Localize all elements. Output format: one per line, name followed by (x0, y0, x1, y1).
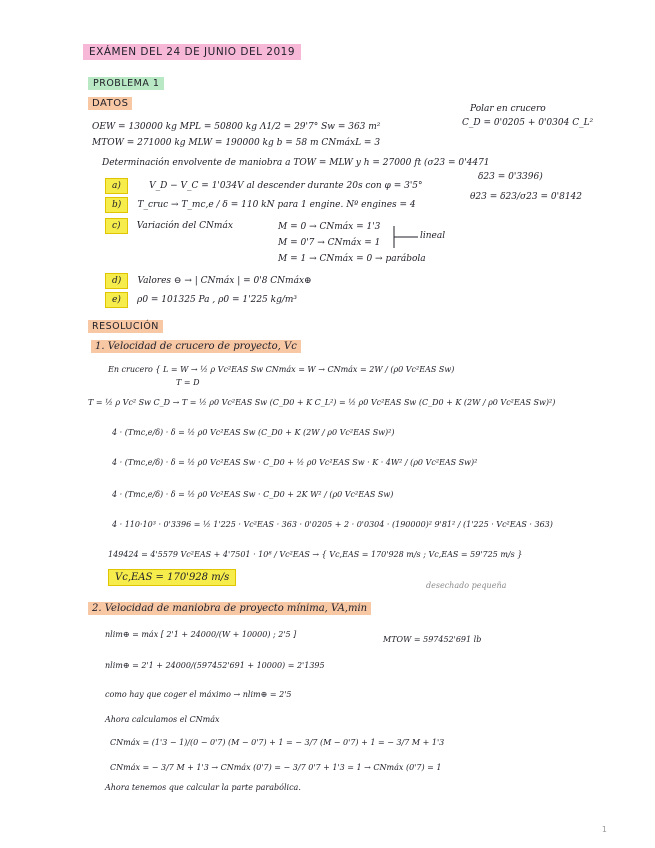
result-1 (108, 572, 236, 583)
eq1-crucero: En crucero { L = W → ½ ρ Vc²EAS Sw CNmáx = W → CNmáx = 2W / (ρ0 Vc²EAS Sw) (108, 365, 455, 374)
result-1-box: Vc,EAS = 170'928 m/s (108, 569, 236, 586)
eq1-step3: 4 · (Tmc,e/δ) · δ = ½ ρ0 Vc²EAS Sw · C_D0 + 2K W² / (ρ0 Vc²EAS Sw) (112, 490, 394, 499)
eq2-parabolic-intro: Ahora tenemos que calcular la parte parabólica. (105, 783, 301, 792)
eq2-nlim-def: nlim⊕ = máx [ 2'1 + 24000/(W + 10000) ; 2'5 ] (105, 630, 297, 639)
page-number: 1 (601, 825, 607, 834)
polar-equation: C_D = 0'0205 + 0'0304 C_L² (462, 118, 594, 128)
eq1-thrust: T = ½ ρ Vc² Sw C_D → T = ½ ρ0 Vc²EAS Sw (C_D0 + K C_L²) = ½ ρ0 Vc²EAS Sw (C_D0 + K (2W / ρ0 Vc²EAS Sw)²) (88, 398, 556, 407)
item-e-text: ρ0 = 101325 Pa , ρ0 = 1'225 kg/m³ (137, 295, 298, 305)
item-e (105, 294, 297, 305)
section-2-heading (88, 603, 371, 614)
item-a-text: V_D − V_C = 1'034V al descender durante 20s con φ = 3'5° (149, 181, 423, 191)
lineal-label: lineal (420, 231, 446, 241)
eq2-nlim-calc: nlim⊕ = 2'1 + 24000/(597452'691 + 10000) = 2'1395 (105, 661, 325, 670)
eq2-mtow: MTOW = 597452'691 lb (383, 635, 482, 644)
problem-heading: PROBLEMA 1 (88, 77, 164, 90)
cnmax-rule-3: M = 1 → CNmáx = 0 → parábola (278, 254, 426, 264)
eq2-max: como hay que coger el máximo → nlim⊕ = 2'5 (105, 690, 292, 699)
eq1-numeric: 4 · 110·10³ · 0'3396 = ½ 1'225 · Vc²EAS · 363 · 0'0205 + 2 · 0'0304 · (190000)² 9'81² / (1'225 · Vc²EAS · 363) (112, 520, 553, 529)
delta-value: δ23 = 0'3396) (478, 172, 543, 182)
item-a (105, 180, 423, 191)
cnmax-rule-1: M = 0 → CNmáx = 1'3 (278, 222, 381, 232)
eq1-solution: 149424 = 4'5579 Vc²EAS + 4'7501 · 10⁸ / Vc²EAS → { Vc,EAS = 170'928 m/s ; Vc,EAS = 59'725 m/s } (108, 550, 523, 559)
item-c-text: Variación del CNmáx (136, 221, 233, 231)
eq2-cnmax-07: CNmáx = − 3/7 M + 1'3 → CNmáx (0'7) = − 3/7 0'7 + 1'3 = 1 → CNmáx (0'7) = 1 (110, 763, 442, 772)
section-2-title: 2. Velocidad de maniobra de proyecto mínima, VA,min (88, 602, 371, 615)
brace-lineal (392, 224, 422, 250)
eq2-cnmax-lineal: CNmáx = (1'3 − 1)/(0 − 0'7) (M − 0'7) + 1 = − 3/7 (M − 0'7) + 1 = − 3/7 M + 1'3 (110, 738, 445, 747)
discard-note: desechado pequeña (426, 581, 507, 590)
sigma-ratio: θ23 = δ23/σ23 = 0'8142 (470, 192, 582, 202)
item-a-label: a) (105, 178, 128, 194)
eq1-step1: 4 · (Tmc,e/δ) · δ = ½ ρ0 Vc²EAS Sw (C_D0 + K (2W / ρ0 Vc²EAS Sw)²) (112, 428, 395, 437)
polar-title: Polar en crucero (470, 104, 546, 114)
page-title: EXÁMEN DEL 24 DE JUNIO DEL 2019 (83, 44, 301, 60)
data-row-2: MTOW = 271000 kg MLW = 190000 kg b = 58 m CNmáxL = 3 (92, 138, 381, 148)
cnmax-rule-2: M = 0'7 → CNmáx = 1 (278, 238, 381, 248)
item-c-label: c) (105, 218, 128, 234)
item-d-text: Valores ⊖ → | CNmáx | = 0'8 CNmáx⊕ (137, 276, 312, 286)
datos-heading: DATOS (88, 97, 132, 110)
item-e-label: e) (105, 292, 128, 308)
item-b (105, 199, 416, 210)
eq1-thrust-drag: T = D (176, 378, 200, 387)
eq2-cnmax-intro: Ahora calculamos el CNmáx (105, 715, 220, 724)
section-1-title: 1. Velocidad de crucero de proyecto, Vc (91, 340, 301, 353)
item-c (105, 220, 233, 231)
section-1-heading (91, 341, 301, 352)
item-d (105, 275, 312, 286)
data-row-1: OEW = 130000 kg MPL = 50800 kg Λ1/2 = 29'7° Sw = 363 m² (92, 122, 381, 132)
item-b-text: T_cruc → T_mc,e / δ = 110 kN para 1 engine. Nº engines = 4 (137, 200, 416, 210)
determination-text: Determinación envolvente de maniobra a TOW = MLW y h = 27000 ft (σ23 = 0'4471 (102, 158, 490, 168)
resolution-heading: RESOLUCIÓN (88, 320, 163, 333)
item-d-label: d) (105, 273, 128, 289)
item-b-label: b) (105, 197, 128, 213)
eq1-step2: 4 · (Tmc,e/δ) · δ = ½ ρ0 Vc²EAS Sw · C_D0 + ½ ρ0 Vc²EAS Sw · K · 4W² / (ρ0 Vc²EAS Sw)² (112, 458, 478, 467)
